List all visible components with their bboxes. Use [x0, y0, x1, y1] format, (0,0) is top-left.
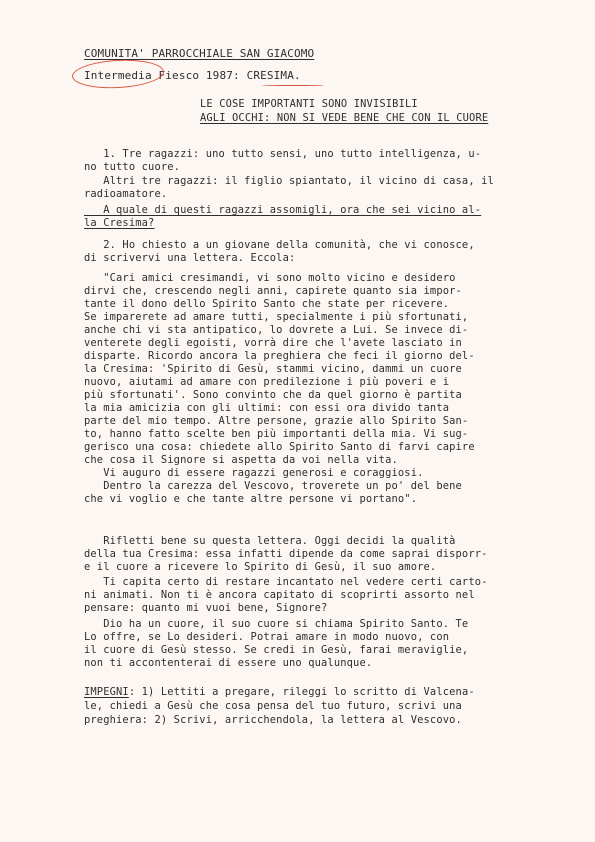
impegni-line-2: le, chiedi a Gesù che cosa pensa del tuo futuro, scrivi una: [84, 700, 462, 712]
body-line: Altri tre ragazzi: il figlio spiantato, il vicino di casa, il: [84, 175, 494, 187]
body-line: Ti capita certo di restare incantato nel vedere certi carto-: [84, 576, 488, 588]
impegni-label: IMPEGNI: [84, 686, 129, 698]
group-cresima: CRESIMA.: [246, 69, 301, 82]
body-line: di scrivervi una lettera. Eccola:: [84, 252, 296, 264]
body-line: Se imparerete ad amare tutti, specialmente i più sfortunati,: [84, 311, 469, 323]
body-line: più sfortunati'. Sono convinto che da quel giorno è partita: [84, 389, 462, 401]
body-line: dirvi che, crescendo negli anni, capirete quanto sia impor-: [84, 285, 462, 297]
parish-header: [84, 48, 314, 60]
body-line: radioamatore.: [84, 188, 168, 200]
body-line: della tua Cresima: essa infatti dipende da come saprai disporr-: [84, 548, 488, 560]
body-line: ni animati. Non ti è ancora capitato di scoprirti assorto nel: [84, 589, 475, 601]
body-line: non ti accontenterai di essere uno qualunque.: [84, 657, 373, 669]
body-line: "Cari amici cresimandi, vi sono molto vicino e desidero: [84, 272, 456, 284]
body-line: disparte. Ricordo ancora la preghiera che feci il giorno del-: [84, 350, 475, 362]
body-line: pensare: quanto mi vuoi bene, Signore?: [84, 602, 328, 614]
body-line: che cosa il Signore si aspetta da voi nella vita.: [84, 454, 398, 466]
body-line: Dentro la carezza del Vescovo, troverete un po' del bene: [84, 480, 462, 492]
body-line: e il cuore a ricevere lo Spirito di Gesù, il suo amore.: [84, 561, 437, 573]
body-line: 2. Ho chiesto a un giovane della comunità, che vi conosce,: [84, 239, 475, 251]
body-line: la Cresima?: [84, 217, 155, 229]
body-line: venterete degli egoisti, vorrà dire che l'avete lasciato in: [84, 337, 462, 349]
body-line: il cuore di Gesù stesso. Se credi in Gesù, farai meraviglie,: [84, 644, 469, 656]
handwritten-underline: [262, 85, 324, 86]
impegni-line-1: [84, 686, 475, 698]
body-line: anche chi vi sta antipatico, lo dovrete a Lui. Se invece di-: [84, 324, 469, 336]
subtitle-line-2: AGLI OCCHI: NON SI VEDE BENE CHE CON IL CUORE: [200, 112, 489, 124]
body-line: Rifletti bene su questa lettera. Oggi decidi la qualità: [84, 535, 456, 547]
group-intermedia: Intermedia: [84, 69, 152, 82]
body-line: parte del mio tempo. Altre persone, grazie allo Spirito San-: [84, 415, 469, 427]
body-line: 1. Tre ragazzi: uno tutto sensi, uno tutto intelligenza, u-: [84, 148, 482, 160]
body-line: Lo offre, se Lo desideri. Potrai amare in modo nuovo, con: [84, 631, 450, 643]
impegni-text-1: : 1) Lettiti a pregare, rileggi lo scritto di Valcena-: [128, 686, 475, 698]
body-line: che vi voglio e che tante altre persone vi portano".: [84, 493, 418, 505]
group-year: Fiesco 1987:: [151, 69, 247, 82]
body-line: A quale di questi ragazzi assomigli, ora che sei vicino al-: [84, 204, 482, 216]
body-line: gerisco una cosa: chiedete allo Spirito Santo di farvi capire: [84, 441, 475, 453]
body-line: la mia amicizia con gli ultimi: con essi ora divido tanta: [84, 402, 450, 414]
body-line: tante il dono dello Spirito Santo che state per ricevere.: [84, 298, 450, 310]
body-line: Dio ha un cuore, il suo cuore si chiama Spirito Santo. Te: [84, 618, 469, 630]
parish-name: COMUNITA' PARROCCHIALE SAN GIACOMO: [84, 47, 315, 60]
body-line: no tutto cuore.: [84, 161, 181, 173]
handwritten-circle: [71, 58, 164, 91]
body-line: nuovo, aiutami ad amare con predilezione i più poveri e i: [84, 376, 450, 388]
body-line: Vi auguro di essere ragazzi generosi e coraggiosi.: [84, 467, 424, 479]
impegni-line-3: preghiera: 2) Scrivi, arricchendola, la lettera al Vescovo.: [84, 714, 462, 726]
subtitle-line-1: LE COSE IMPORTANTI SONO INVISIBILI: [200, 98, 418, 110]
body-line: la Cresima: 'Spirito di Gesù, stammi vicino, dammi un cuore: [84, 363, 462, 375]
body-line: to, hanno fatto scelte ben più importanti della mia. Vi sug-: [84, 428, 469, 440]
